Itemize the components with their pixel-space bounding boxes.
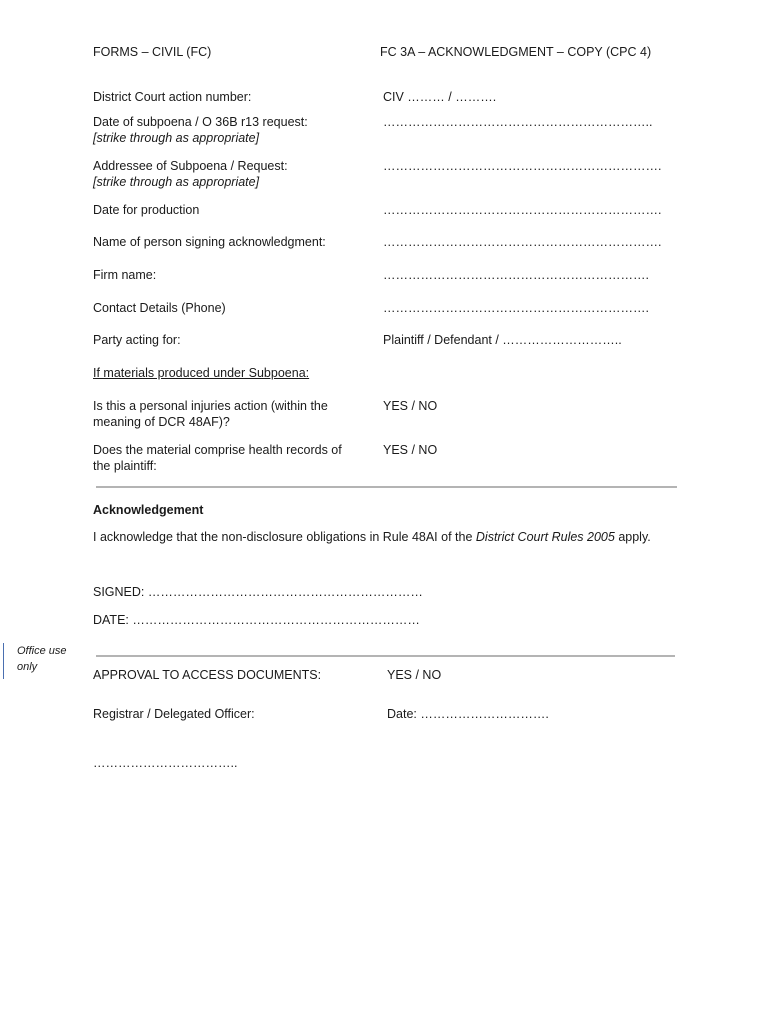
header-form-series: FORMS – CIVIL (FC)	[93, 45, 212, 59]
field-value-signer-name: ………………………………………………………….	[383, 235, 662, 249]
acknowledgement-statement	[93, 529, 651, 545]
question-personal-injuries-line1: Is this a personal injuries action (within the	[93, 399, 328, 413]
field-label-action-number: District Court action number:	[93, 90, 252, 104]
acknowledgement-text-after: apply.	[614, 530, 651, 544]
answer-personal-injuries: YES / NO	[383, 399, 438, 413]
answer-health-records: YES / NO	[383, 443, 438, 457]
office-use-label-line2: only	[17, 661, 38, 673]
field-value-firm-name: ……………………………………………………….	[383, 268, 649, 282]
acknowledgement-text-before: I acknowledge that the non-disclosure obligations in Rule 48AI of the	[93, 530, 476, 544]
approval-label: APPROVAL TO ACCESS DOCUMENTS:	[93, 668, 322, 682]
field-label-subpoena-date: Date of subpoena / O 36B r13 request:	[93, 115, 308, 129]
field-label-party: Party acting for:	[93, 333, 181, 347]
acknowledgement-heading: Acknowledgement	[93, 503, 204, 517]
acknowledgement-rules-title: District Court Rules 2005	[475, 530, 615, 544]
question-health-records-line2: the plaintiff:	[93, 459, 157, 473]
registrar-label: Registrar / Delegated Officer:	[93, 707, 255, 721]
header-form-title: FC 3A – ACKNOWLEDGMENT – COPY (CPC 4)	[380, 45, 652, 59]
section-divider	[96, 486, 677, 488]
field-value-contact-details: ……………………………………………………….	[383, 301, 649, 315]
office-use-label-line1: Office use	[17, 645, 67, 657]
field-value-subpoena-date: ………………………………………………………..	[383, 115, 653, 129]
approval-value: YES / NO	[387, 668, 442, 682]
field-note-addressee: [strike through as appropriate]	[93, 175, 260, 189]
subpoena-section-heading: If materials produced under Subpoena:	[93, 366, 310, 380]
office-use-divider	[96, 655, 675, 657]
field-label-signer-name: Name of person signing acknowledgment:	[93, 235, 326, 249]
field-value-party: Plaintiff / Defendant / ………………………..	[383, 333, 622, 347]
registrar-date: Date: ………………………….	[387, 707, 549, 721]
signed-line: SIGNED: …………………………………………………………	[93, 585, 423, 599]
field-value-action-number: CIV ……… / ……….	[383, 90, 497, 104]
field-label-production-date: Date for production	[93, 203, 200, 217]
field-label-firm-name: Firm name:	[93, 268, 157, 282]
field-value-addressee: ………………………………………………………….	[383, 159, 662, 173]
field-label-contact-details: Contact Details (Phone)	[93, 301, 226, 315]
registrar-signature-line: ……………………………..	[93, 756, 238, 770]
field-label-addressee: Addressee of Subpoena / Request:	[93, 159, 288, 173]
field-note-subpoena-date: [strike through as appropriate]	[93, 131, 260, 145]
office-use-margin-bar	[3, 643, 4, 679]
date-line: DATE: ……………………………………………………………	[93, 613, 420, 627]
question-health-records-line1: Does the material comprise health records of	[93, 443, 342, 457]
field-value-production-date: ………………………………………………………….	[383, 203, 662, 217]
question-personal-injuries-line2: meaning of DCR 48AF)?	[93, 415, 230, 429]
